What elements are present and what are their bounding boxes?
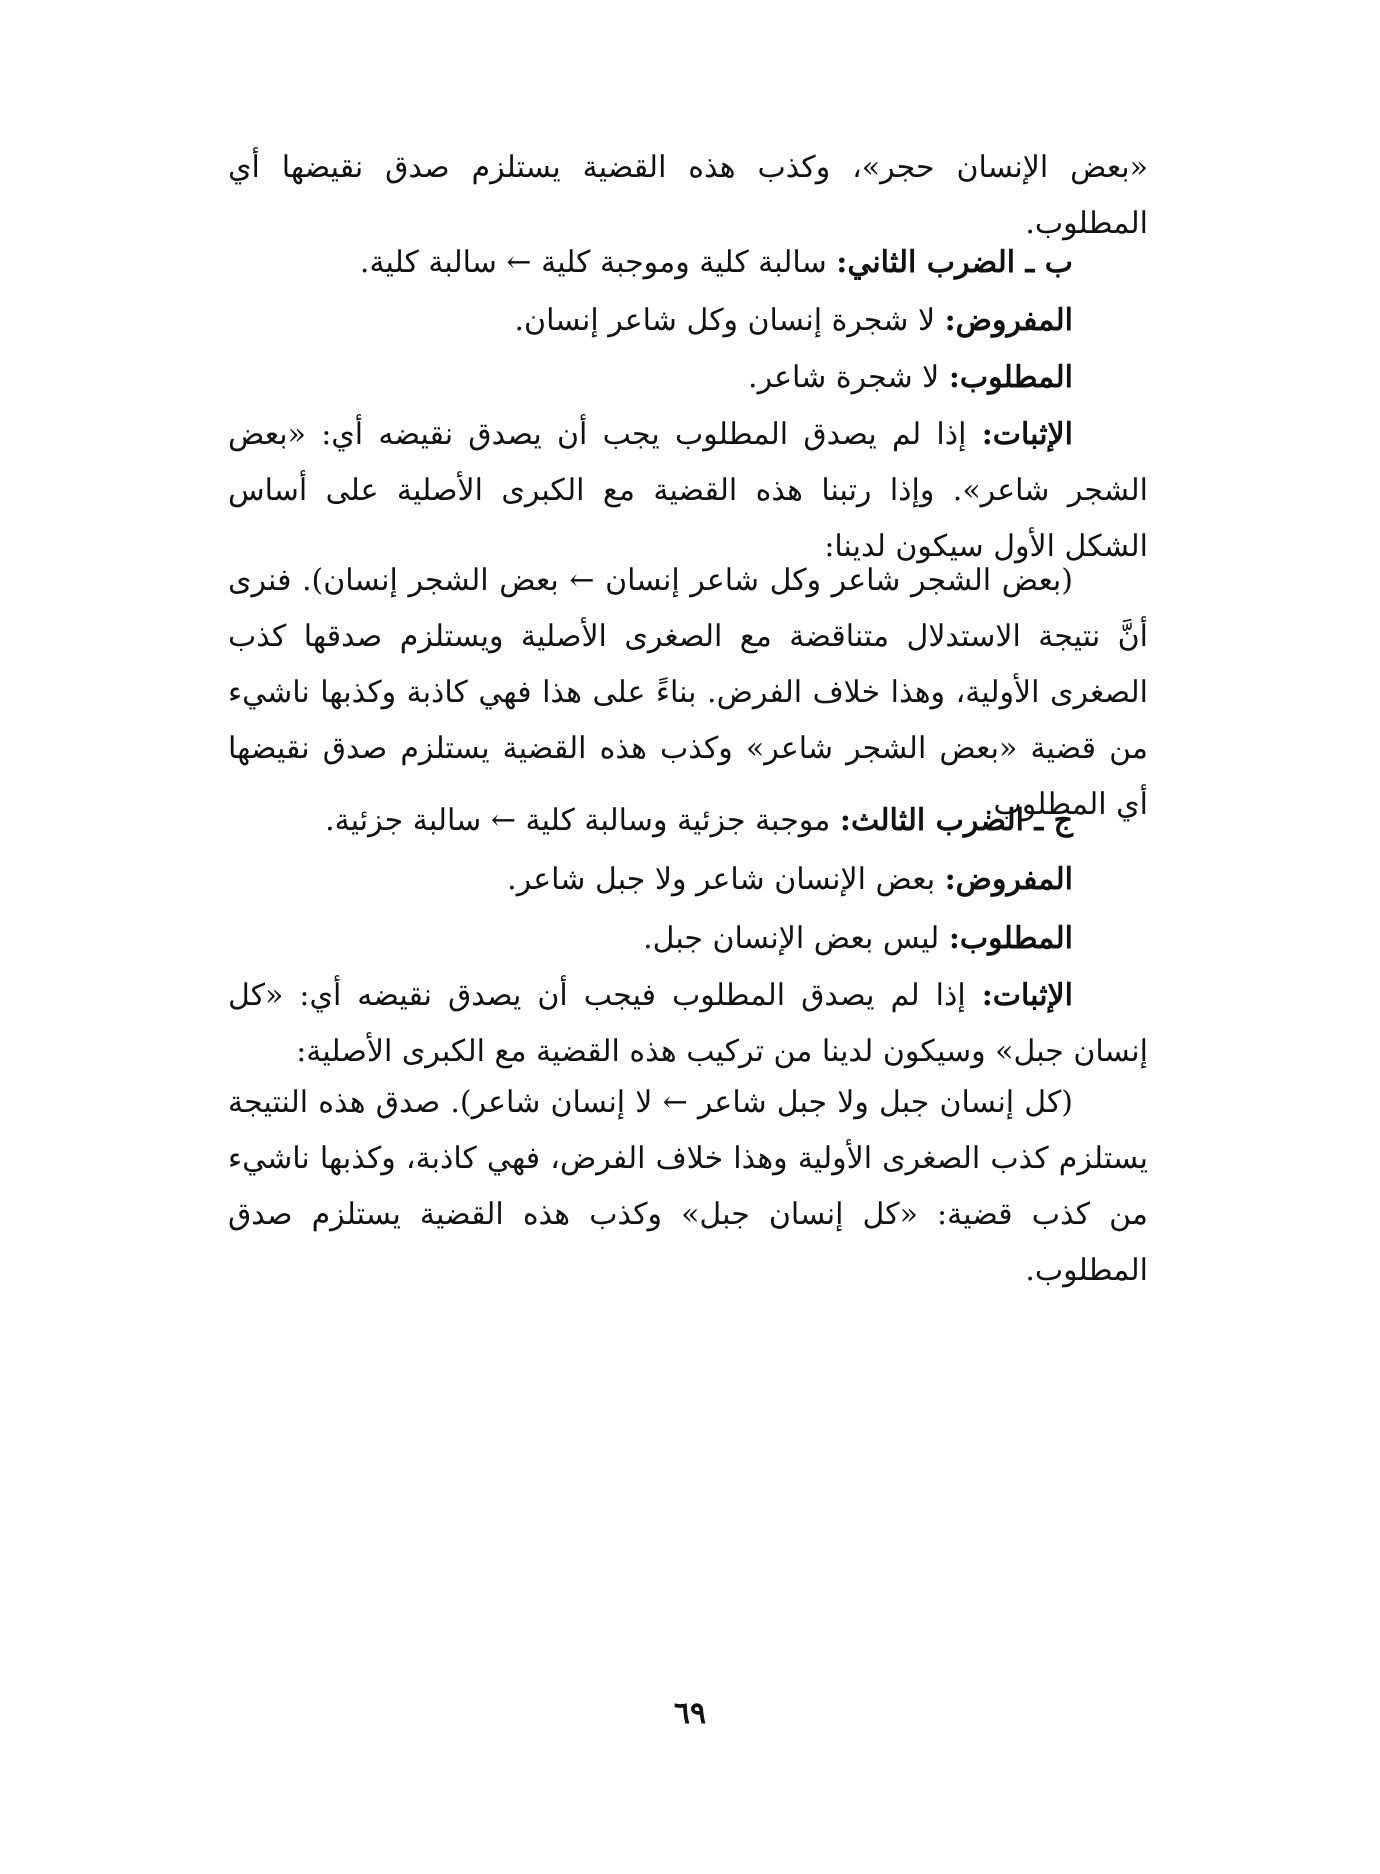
syllogism-paragraph-2: [228, 1075, 1148, 1299]
required-label-1: المطلوب:: [948, 360, 1073, 395]
proof-text-1: [228, 407, 1148, 575]
proof-text-2: [228, 968, 1148, 1080]
proof-paragraph-2: [228, 968, 1148, 1080]
proof-label-1: الإثبات:: [981, 417, 1073, 452]
mood-two-label: ب ـ الضرب الثاني:: [836, 245, 1073, 280]
premise-label-2: المفروض:: [944, 862, 1073, 897]
premise-line-2: [228, 852, 1073, 908]
paragraph-text: «بعض الإنسان حجر»، وكذب هذه القضية يستلزم صدق نقيضها أي المطلوب.: [228, 150, 1148, 241]
required-label-2: المطلوب:: [948, 921, 1073, 956]
proof-paragraph-1: [228, 407, 1148, 575]
proof-body-1: إذا لم يصدق المطلوب يجب أن يصدق نقيضه أي: «بعض الشجر شاعر». وإذا رتبنا هذه القضية مع الكبرى الأصلية على أساس الشكل الأول سيكون لدينا:: [228, 417, 1148, 564]
syllogism-text-2: (كل إنسان جبل ولا جبل شاعر ← لا إنسان شاعر). صدق هذه النتيجة يستلزم كذب الصغرى الأولية وهذا خلاف الفرض، فهي كاذبة، وكذبها ناشيء من كذب قضية: «كل إنسان جبل» وكذب هذه القضية يستلزم صدق المطلوب.: [228, 1085, 1148, 1288]
mood-two-heading: [228, 235, 1073, 291]
required-text-1: لا شجرة شاعر.: [748, 360, 949, 395]
mood-three-heading: [228, 793, 1073, 849]
premise-text-1: لا شجرة إنسان وكل شاعر إنسان.: [514, 303, 945, 338]
required-line-1: [228, 350, 1073, 406]
mood-two-text: سالبة كلية وموجبة كلية ← سالبة كلية.: [359, 245, 837, 280]
syllogism-paragraph-1: [228, 553, 1148, 833]
premise-label-1: المفروض:: [944, 303, 1073, 338]
proof-body-2: إذا لم يصدق المطلوب فيجب أن يصدق نقيضه أي: «كل إنسان جبل» وسيكون لدينا من تركيب هذه القضية مع الكبرى الأصلية:: [228, 978, 1148, 1069]
premise-text-2: بعض الإنسان شاعر ولا جبل شاعر.: [507, 862, 945, 897]
required-line-2: [228, 911, 1073, 967]
syllogism-text-1: (بعض الشجر شاعر وكل شاعر إنسان ← بعض الشجر إنسان). فنرى أنَّ نتيجة الاستدلال متناقضة مع الصغرى الأصلية ويستلزم صدقها كذب الصغرى الأولية، وهذا خلاف الفرض. بناءً على هذا فهي كاذبة وكذبها ناشيء من قضية «بعض الشجر شاعر» وكذب هذه القضية يستلزم صدق نقيضها أي المطلوب.: [228, 563, 1149, 822]
required-text-2: ليس بعض الإنسان جبل.: [643, 921, 949, 956]
mood-three-label: ج ـ الضرب الثالث:: [839, 803, 1073, 838]
mood-three-text: موجبة جزئية وسالبة كلية ← سالبة جزئية.: [325, 803, 840, 838]
premise-line-1: [228, 293, 1073, 349]
page-number: ٦٩: [673, 1696, 707, 1731]
proof-label-2: الإثبات:: [981, 978, 1073, 1013]
